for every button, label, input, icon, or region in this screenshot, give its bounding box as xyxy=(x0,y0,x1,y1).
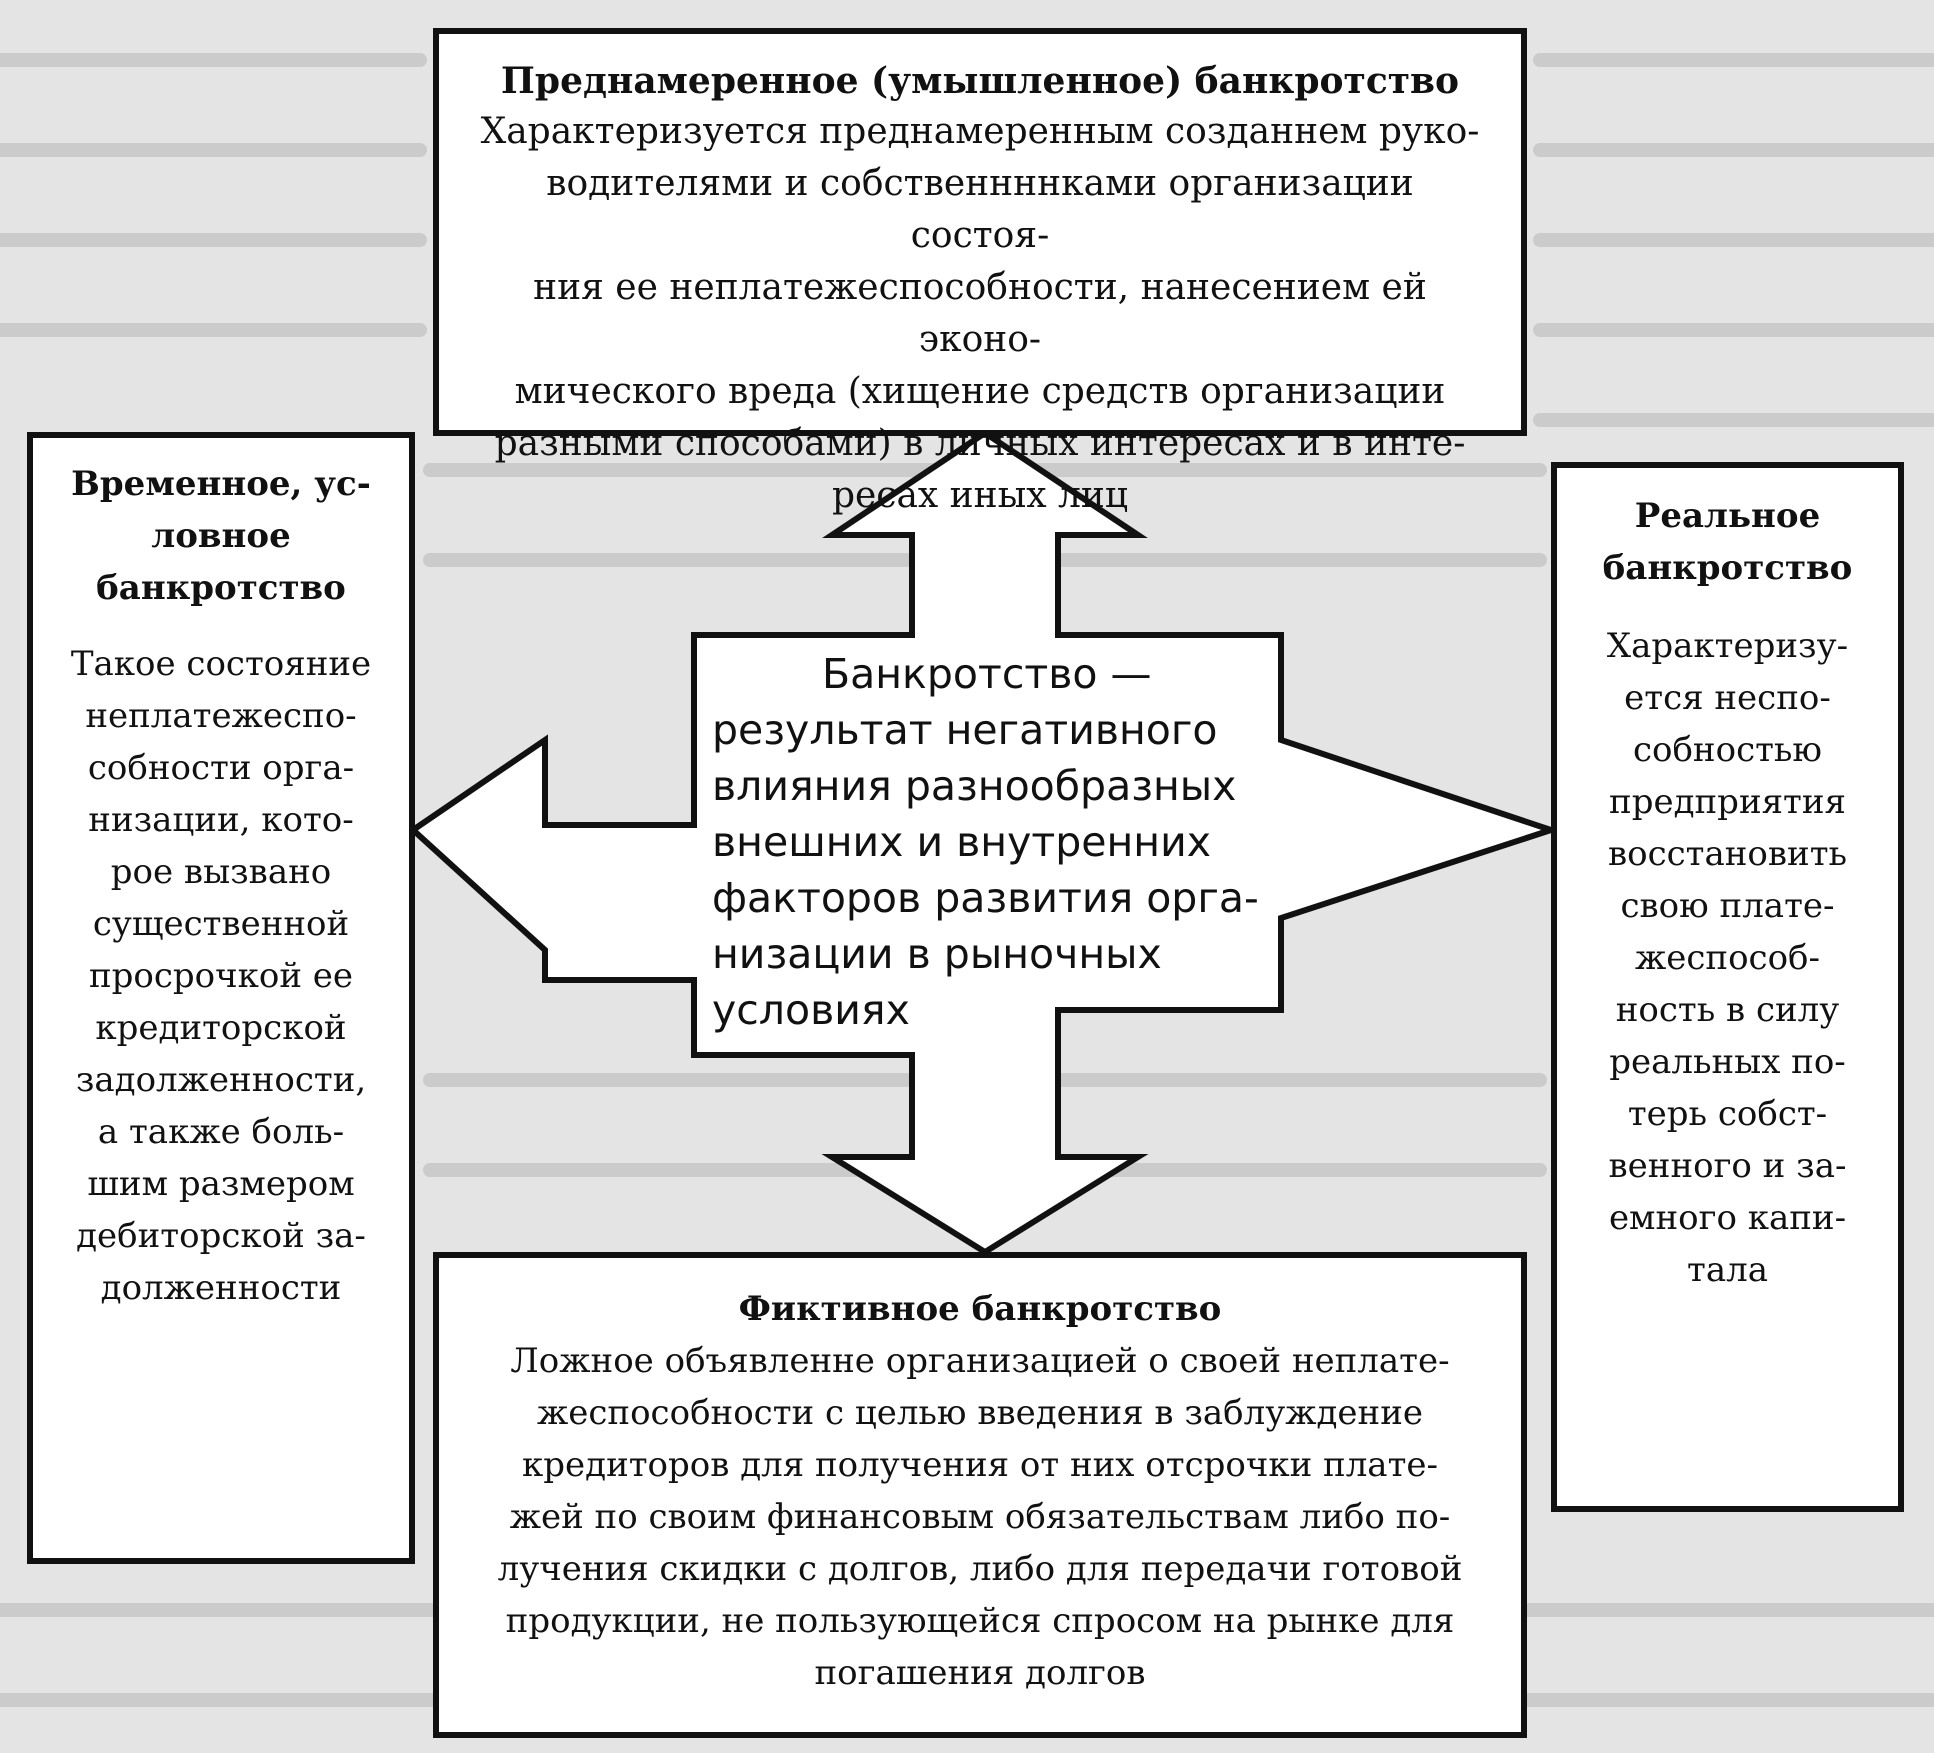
real-bankruptcy-text: Характеризу- ется неспо- собностью предприятия восстановить свою плате- жеспособ- ность в силу реальных по- терь собст- венного и за- емного капи- тала xyxy=(1606,626,1849,1290)
real-bankruptcy-title: Реальное банкротство xyxy=(1602,496,1853,588)
fictitious-bankruptcy-title: Фиктивное банкротство xyxy=(738,1289,1222,1329)
real-bankruptcy-box xyxy=(1551,462,1904,1512)
temporary-bankruptcy-box xyxy=(27,432,415,1564)
intentional-bankruptcy-box xyxy=(433,28,1527,516)
temporary-bankruptcy-text: Такое состояние неплатежеспо- собности орга- низации, кото- рое вызвано существенной просрочкой ее кредиторской задолженности, а также боль- шим размером дебиторской за- долженности xyxy=(70,644,372,1308)
bankruptcy-definition: Банкротство — результат негативного влияния разнообразных внешних и внутренних факторов развития орга- низации в рыночных условиях xyxy=(712,650,1259,1034)
intentional-bankruptcy-text: Характеризуется преднамеренным созданнем руко- водителями и собственнннками организации состоя- ния ее неплатежеспособности, нанесением ей эконо- мического вреда (хищение средств организации разными способами) в личных интересах и в инте- ресах иных лиц xyxy=(480,111,1480,516)
temporary-bankruptcy-title: Временное, ус- ловное банкротство xyxy=(71,464,371,608)
fictitious-bankruptcy-text: Ложное объявленне организацией о своей неплате- жеспособности с целью введения в заблуждение кредиторов для получения от них отсрочки плате- жей по своим финансовым обязательствам либо по- лучения скидки с долгов, либо для передачи готовой продукции, не пользующейся спросом на рынке для погашения долгов xyxy=(497,1341,1463,1693)
fictitious-bankruptcy-box xyxy=(433,1252,1527,1738)
intentional-bankruptcy-title: Преднамеренное (умышленное) банкротство xyxy=(500,60,1460,102)
